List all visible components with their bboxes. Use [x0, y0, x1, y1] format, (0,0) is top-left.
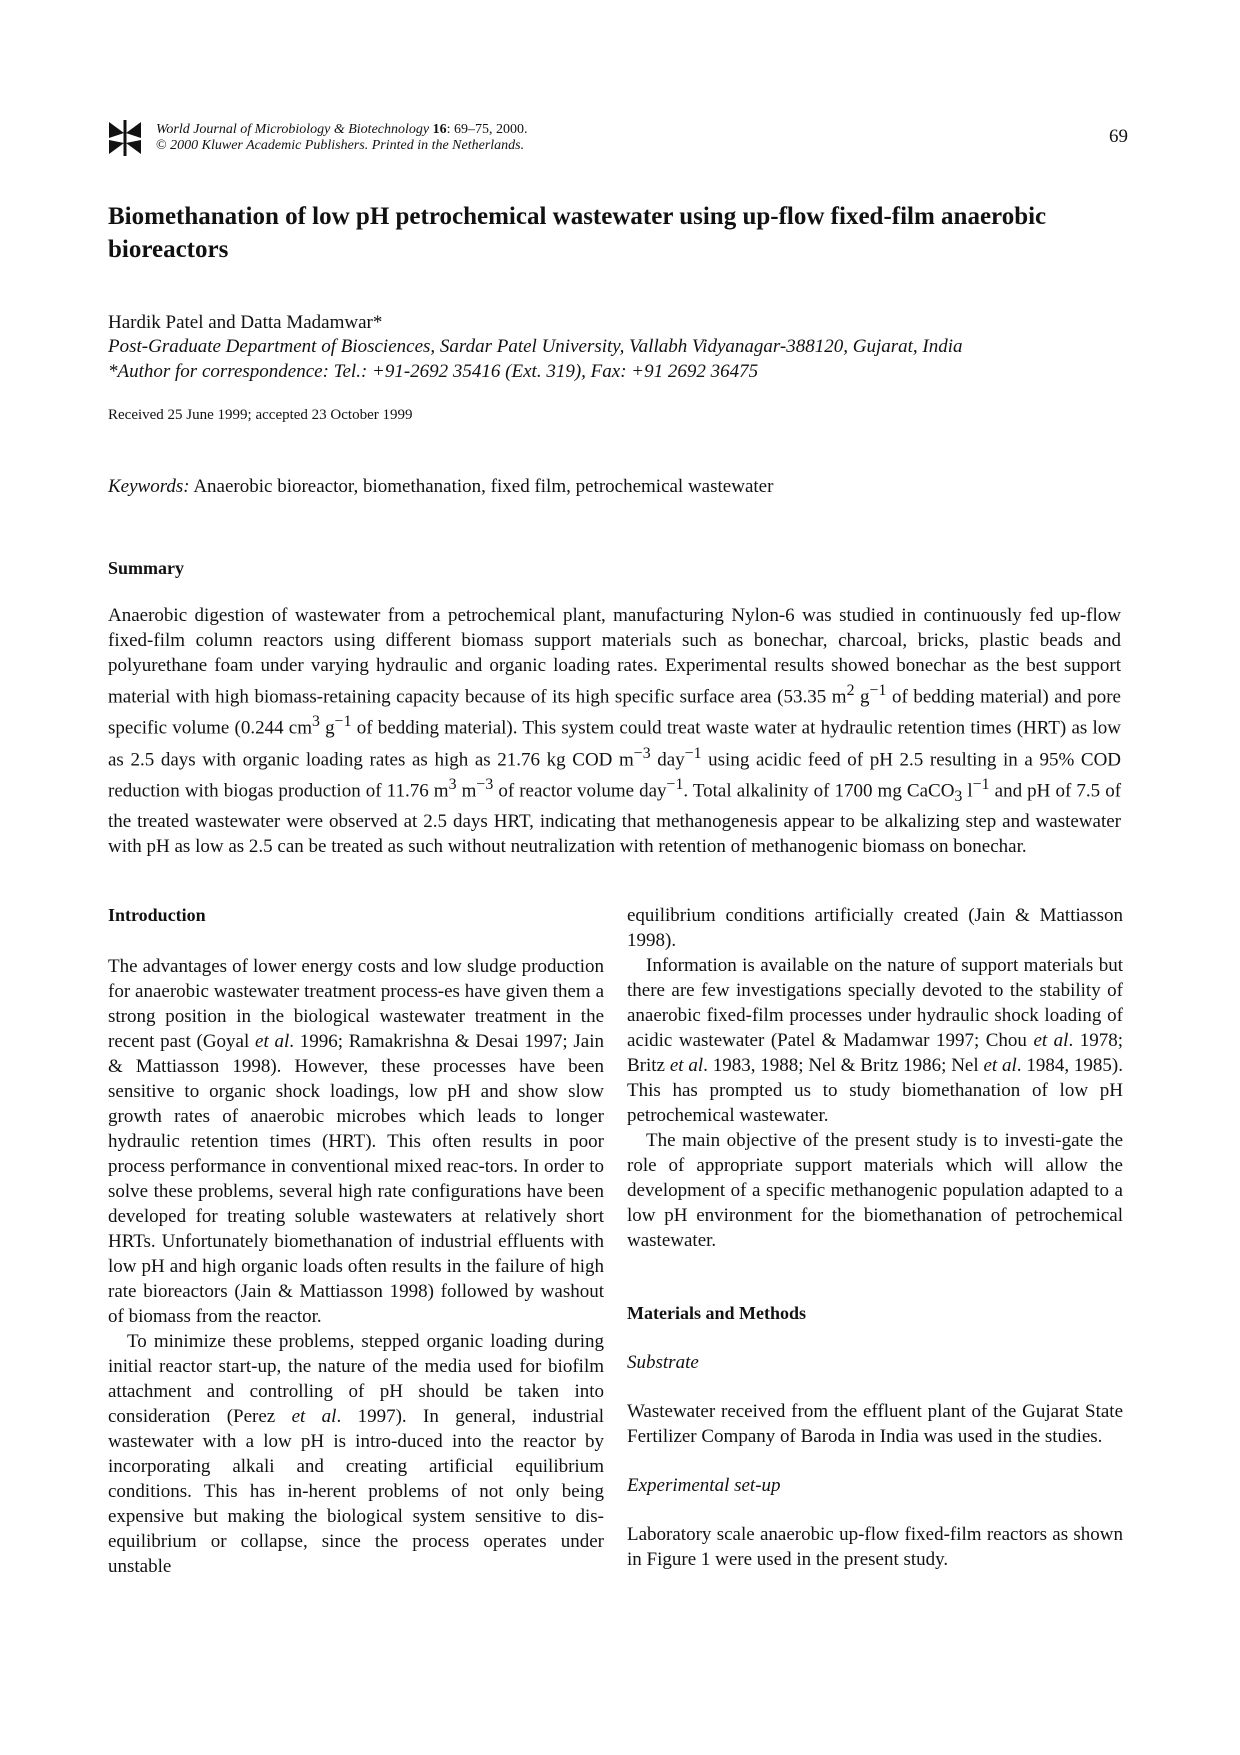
- author-list: Hardik Patel and Datta Madamwar*: [108, 312, 383, 333]
- intro-paragraph-1: The advantages of lower energy costs and low sludge production for anaerobic wastewater treatment process-es have given them a strong position in the biological wastewater treatment in the recent past (Goyal et al. 1996; Ramakrishna & Desai 1997; Jain & Mattiasson 1998). However, these processes have been sensitive to organic shock loadings, low pH and show slow growth rates of anaerobic microbes which leads to longer hydraulic retention times (HRT). This often results in poor process performance in conventional mixed reac-tors. In order to solve these problems, several high rate configurations have been developed for treating soluble wastewaters at relatively short HRTs. Unfortunately biomethanation of industrial effluents with low pH and high organic loads often results in the failure of high rate bioreactors (Jain & Mattiasson 1998) followed by washout of biomass from the reactor.: [108, 956, 604, 1327]
- journal-name: World Journal of Microbiology & Biotechnology: [156, 122, 430, 137]
- intro-paragraph-4: The main objective of the present study is to investi-gate the role of appropriate support materials which will allow the development of a specific methanogenic population adapted to a low pH environment for the biomethanation of petrochemical wastewater.: [627, 1130, 1123, 1251]
- summary-heading: Summary: [108, 558, 184, 578]
- right-column: [627, 903, 1123, 1572]
- introduction-heading: Introduction: [108, 905, 206, 925]
- substrate-heading: Substrate: [627, 1352, 699, 1373]
- author-affiliation: Post-Graduate Department of Biosciences, Sardar Patel University, Vallabh Vidyanagar-388120, Gujarat, India: [108, 336, 963, 357]
- article-title: Biomethanation of low pH petrochemical wastewater using up-flow fixed-film anaerobic bioreactors: [108, 203, 1047, 263]
- left-column: [108, 903, 604, 1579]
- intro-paragraph-2: To minimize these problems, stepped organic loading during initial reactor start-up, the nature of the media used for biofilm attachment and controlling of pH should be taken into consideration (Perez et al. 1997). In general, industrial wastewater with a low pH is intro-duced into the reactor by incorporating alkali and creating artificial equilibrium conditions. This has in-herent problems of not only being expensive but making the biological system sensitive to dis-equilibrium or collapse, since the process operates under unstable: [108, 1331, 604, 1577]
- received-dates: Received 25 June 1999; accepted 23 October 1999: [108, 407, 413, 423]
- keywords-line: [108, 476, 773, 498]
- intro-paragraph-continued: equilibrium conditions artificially created (Jain & Mattiasson 1998).: [627, 905, 1123, 951]
- publisher-logo-icon: [108, 120, 142, 156]
- journal-header: [108, 118, 1128, 158]
- copyright-symbol: ©: [156, 138, 167, 153]
- setup-heading: Experimental set-up: [627, 1475, 781, 1496]
- journal-volume: 16: [432, 122, 447, 137]
- summary-paragraph: Anaerobic digestion of wastewater from a petrochemical plant, manufacturing Nylon-6 was studied in continuously fed up-flow fixed-film column reactors using different biomass support materials such as bonechar, charcoal, bricks, plastic beads and polyurethane foam under varying hydraulic and organic loading rates. Experimental results showed bonechar as the best support material with high biomass-retaining capacity because of its high specific surface area (53.35 $m^2$ $g^{-1}$ of bedding material) and pore specific volume (0.244 $cm^3$ $g^{-1}$ of bedding material). This system could treat waste water at hydraulic retention times (HRT) as low as 2.5 days with organic loading rates as high as 21.76 kg COD $m^{-3}$ day$^{-1}$ using acidic feed of pH 2.5 resulting in a 95% COD reduction with biogas production of 11.76 $m^3$ $m^{-3}$ of reactor volume day$^{-1}$. Total alkalinity of 1700 mg CaCO$_3$ $l^{-1}$ and pH of 7.5 of the treated wastewater were observed at 2.5 days HRT, indicating that methanogenesis appear to be alkalizing step and wastewater with pH as low as 2.5 can be treated as such without neutralization with retention of methanogenic biomass on bonechar.: [108, 605, 1122, 858]
- substrate-paragraph: Wastewater received from the effluent plant of the Gujarat State Fertilizer Company of Baroda in India was used in the studies.: [627, 1401, 1123, 1447]
- journal-pages: : 69–75, 2000.: [446, 122, 528, 137]
- journal-citation: [156, 122, 528, 154]
- materials-methods-heading: Materials and Methods: [627, 1303, 806, 1323]
- setup-paragraph: Laboratory scale anaerobic up-flow fixed-film reactors as shown in Figure 1 were used in the present study.: [627, 1524, 1123, 1570]
- intro-paragraph-3: Information is available on the nature of support materials but there are few investigations specially devoted to the stability of anaerobic fixed-film processes under hydraulic shock loading of acidic wastewater (Patel & Madamwar 1997; Chou et al. 1978; Britz et al. 1983, 1988; Nel & Britz 1986; Nel et al. 1984, 1985). This has prompted us to study biomethanation of low pH petrochemical wastewater.: [627, 955, 1124, 1126]
- keywords-text: Anaerobic bioreactor, biomethanation, fixed film, petrochemical wastewater: [193, 476, 774, 497]
- keywords-label: Keywords:: [108, 476, 190, 497]
- page-number: 69: [1109, 126, 1128, 147]
- correspondence-info: *Author for correspondence: Tel.: +91-2692 35416 (Ext. 319), Fax: +91 2692 36475: [108, 361, 759, 382]
- copyright-text: 2000 Kluwer Academic Publishers. Printed in the Netherlands.: [170, 138, 525, 153]
